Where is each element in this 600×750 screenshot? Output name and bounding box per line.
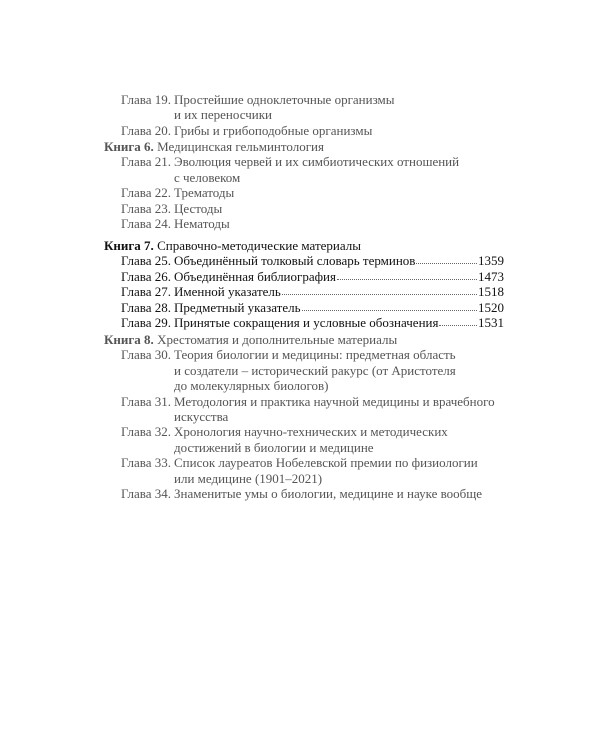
toc-entry-ch29[interactable] xyxy=(104,315,504,330)
toc-entry-ch33[interactable] xyxy=(104,455,504,470)
chapter-title: Предметный указатель xyxy=(174,299,301,315)
toc-entry-ch20[interactable] xyxy=(104,123,504,138)
book-title: Хрестоматия и дополнительные материалы xyxy=(157,332,398,347)
chapter-title-continued: искусства xyxy=(174,408,229,424)
chapter-label: Глава 19. xyxy=(121,92,172,107)
chapter-title: Объединённый толковый словарь терминов xyxy=(174,253,416,269)
toc-entry-ch31[interactable] xyxy=(104,394,504,409)
chapter-title: Грибы и грибоподобные организмы xyxy=(174,122,373,138)
toc-entry-ch30-cont xyxy=(104,363,504,378)
chapter-title: Знаменитые умы о биологии, медицине и науке вообще xyxy=(174,485,483,501)
chapter-label: Глава 34. xyxy=(121,485,172,501)
chapter-title: Простейшие одноклеточные организмы xyxy=(174,92,395,107)
toc-entry-ch34[interactable] xyxy=(104,486,504,501)
toc-entry-ch33-cont xyxy=(104,471,504,486)
chapter-label: Глава 29. xyxy=(121,314,172,330)
book-title: Справочно-методические материалы xyxy=(157,238,361,253)
dot-leader xyxy=(337,278,477,280)
chapter-label: Глава 31. xyxy=(121,393,172,409)
book8-heading[interactable] xyxy=(104,332,504,347)
chapter-title: Нематоды xyxy=(174,215,230,231)
page-number: 1518 xyxy=(478,284,504,300)
chapter-label: Глава 26. xyxy=(121,268,172,284)
page-number: 1531 xyxy=(478,314,504,330)
chapter-label: Глава 23. xyxy=(121,200,172,216)
chapter-label: Глава 25. xyxy=(121,253,172,269)
dot-leader xyxy=(416,262,477,264)
book7-section xyxy=(104,238,504,330)
book-label: Книга 7. xyxy=(104,238,154,253)
toc-entry-ch19-cont xyxy=(104,107,504,122)
page-number: 1359 xyxy=(478,253,504,269)
chapter-label: Глава 22. xyxy=(121,185,172,201)
toc-entry-ch19[interactable] xyxy=(104,92,504,107)
chapter-title: Список лауреатов Нобелевской премии по физиологии xyxy=(174,455,478,471)
toc-entry-ch24[interactable] xyxy=(104,216,504,231)
chapter-title: Принятые сокращения и условные обозначения xyxy=(174,314,439,330)
dot-leader xyxy=(439,324,477,326)
chapter-title-continued: и их переносчики xyxy=(174,107,272,123)
book6-heading[interactable] xyxy=(104,139,504,154)
book8-section xyxy=(104,332,504,501)
chapter-title: Методология и практика научной медицины и врачебного xyxy=(174,393,495,409)
chapter-title: Трематоды xyxy=(174,185,235,201)
chapter-label: Глава 32. xyxy=(121,424,172,440)
chapter-title-continued: достижений в биологии и медицине xyxy=(174,439,374,455)
dot-leader xyxy=(282,293,477,295)
toc-entry-ch30[interactable] xyxy=(104,347,504,362)
chapter-title-continued: до молекулярных биологов) xyxy=(174,378,329,394)
chapter-label: Глава 24. xyxy=(121,215,172,231)
chapter-title: Хронология научно-технических и методических xyxy=(174,424,448,440)
chapter-label: Глава 28. xyxy=(121,299,172,315)
chapter-title-continued: и создатели – исторический ракурс (от Аристотеля xyxy=(174,362,456,378)
toc-entry-ch21-cont xyxy=(104,170,504,185)
chapter-title: Цестоды xyxy=(174,200,223,216)
chapter-title-continued: или медицине (1901–2021) xyxy=(174,470,323,486)
chapter-title-continued: с человеком xyxy=(174,169,241,185)
toc-entry-ch27[interactable] xyxy=(104,284,504,299)
toc-entry-ch32-cont xyxy=(104,440,504,455)
chapter-label: Глава 33. xyxy=(121,455,172,471)
chapter-label: Глава 27. xyxy=(121,284,172,300)
book-title: Медицинская гельминтология xyxy=(157,139,324,154)
toc-entry-ch22[interactable] xyxy=(104,185,504,200)
toc-entry-ch26[interactable] xyxy=(104,269,504,284)
chapter-title: Объединённая библиография xyxy=(174,268,336,284)
toc-entry-ch25[interactable] xyxy=(104,253,504,268)
toc-entry-ch23[interactable] xyxy=(104,201,504,216)
toc-entry-ch21[interactable] xyxy=(104,154,504,169)
toc-entry-ch31-cont xyxy=(104,409,504,424)
chapter-title: Теория биологии и медицины: предметная область xyxy=(174,347,456,363)
book-label: Книга 8. xyxy=(104,332,154,347)
page-number: 1520 xyxy=(478,299,504,315)
chapter-label: Глава 30. xyxy=(121,347,172,363)
toc-entry-ch32[interactable] xyxy=(104,424,504,439)
chapter-title: Эволюция червей и их симбиотических отношений xyxy=(174,154,460,170)
chapter-label: Глава 20. xyxy=(121,122,172,138)
book7-heading[interactable] xyxy=(104,238,504,253)
dot-leader xyxy=(302,309,477,311)
book-label: Книга 6. xyxy=(104,139,154,154)
book5-tail-section xyxy=(104,92,504,138)
chapter-title: Именной указатель xyxy=(174,284,281,300)
toc-entry-ch30-cont2 xyxy=(104,378,504,393)
book6-section xyxy=(104,139,504,231)
toc-entry-ch28[interactable] xyxy=(104,300,504,315)
chapter-label: Глава 21. xyxy=(121,154,172,170)
page-number: 1473 xyxy=(478,268,504,284)
